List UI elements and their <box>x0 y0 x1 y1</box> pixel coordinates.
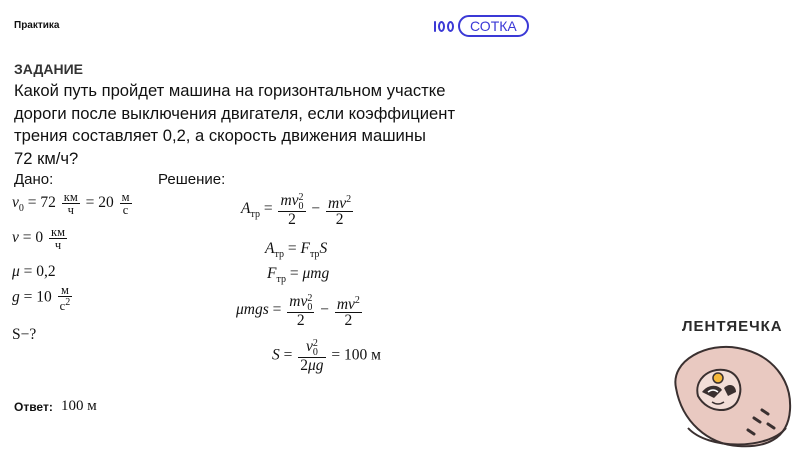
answer-label: Ответ: <box>14 400 53 414</box>
formula-friction: $F_{тр} = \mu mg$ <box>267 265 330 286</box>
logo-pill <box>458 15 529 37</box>
solution-label: Решение: <box>158 171 226 188</box>
task-line: 72 км/ч? <box>14 148 79 168</box>
given-mu: μ = 0,2 <box>12 263 56 280</box>
given-label: Дано: <box>14 171 54 188</box>
given-v: v = 0 $\frac{км}{ч}$ <box>12 225 65 252</box>
given-v0: $v_0 = 72$ $\frac{км}{ч}$ = 20 $\frac{м}{с}$ <box>12 190 130 217</box>
formula-result: S = v 2 0 2μg = 100 м <box>272 338 381 374</box>
logo-mark-icon <box>434 21 454 32</box>
mascot <box>668 310 796 448</box>
given-find: S−? <box>12 326 37 343</box>
formula-energy-balance: μmgs = mv 2 0 2 − $\frac{mv^2}{2}$ <box>236 292 360 330</box>
mascot-title: ЛЕНТЯЕЧКА <box>682 318 783 335</box>
logo-text: СОТКА <box>470 18 517 34</box>
answer-value: 100 м <box>61 398 97 414</box>
task-line: дороги после выключения двигателя, если коэффициент <box>14 103 456 123</box>
task-line: трения составляет 0,2, а скорость движения машины <box>14 126 426 145</box>
task-line: Какой путь пройдет машина на горизонтальном участке <box>14 81 446 100</box>
section-label: Практика <box>14 20 60 31</box>
sotka-logo[interactable] <box>434 13 529 39</box>
task-heading: ЗАДАНИЕ <box>14 61 83 77</box>
given-g: g = 10 $\frac{м}{с^2}$ <box>12 283 71 314</box>
formula-work-energy: $A_{тр}$ = mv 2 0 2 − $\frac{mv^2}{2}$ <box>241 191 352 229</box>
formula-work-force: $A_{тр} = F_{тр}S$ <box>265 240 328 261</box>
task-text <box>14 80 534 170</box>
